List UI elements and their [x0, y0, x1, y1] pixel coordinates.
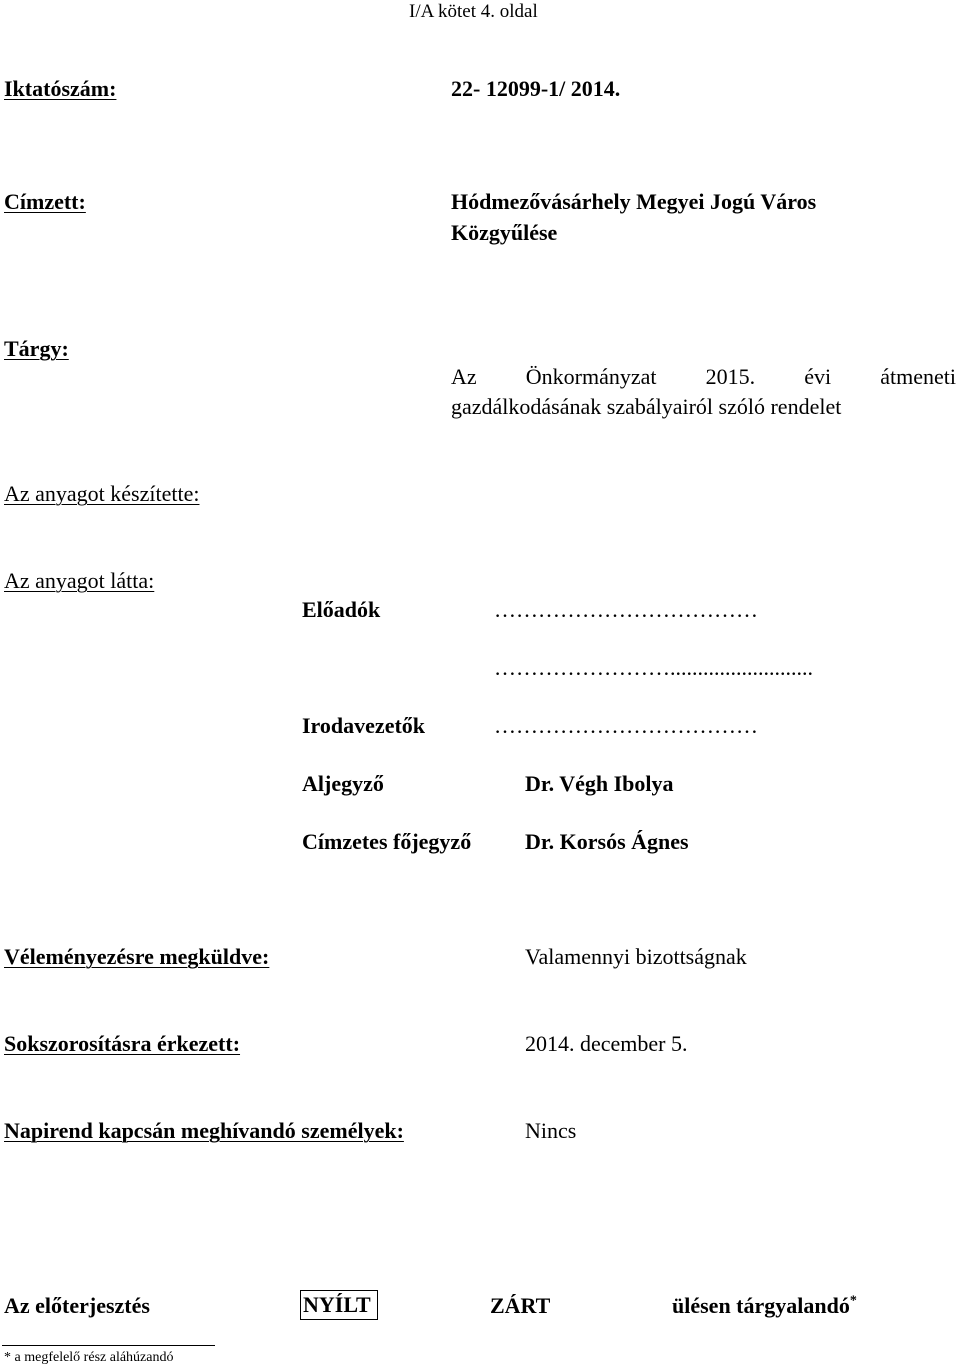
cimzett-label: Címzett:	[4, 189, 86, 214]
latta-label: Az anyagot látta:	[4, 568, 155, 593]
targy-word: Önkormányzat	[525, 364, 657, 389]
targy-line2: gazdálkodásának szabályairól szóló rendelet	[451, 394, 842, 419]
iktatoszam-label: Iktatószám:	[4, 76, 117, 101]
irodavezetok-label: Irodavezetők	[302, 713, 426, 738]
eloadok-dots: ………………………………	[494, 597, 758, 622]
eloadok-label: Előadók	[302, 597, 381, 622]
velemenyezes-label: Véleményezésre megküldve:	[4, 944, 270, 969]
keszitette-label: Az anyagot készítette:	[4, 481, 200, 506]
velemenyezes-value: Valamennyi bizottságnak	[525, 944, 747, 969]
aljegyzo-value: Dr. Végh Ibolya	[525, 771, 674, 796]
footnote-separator	[2, 1345, 215, 1346]
sokszorositas-value: 2014. december 5.	[525, 1031, 688, 1056]
eloadok-dots-2: ……………………..........................	[494, 655, 813, 680]
aljegyzo-label: Aljegyző	[302, 771, 384, 796]
napirend-value: Nincs	[525, 1118, 577, 1143]
ulesen-targyalando	[672, 1292, 857, 1320]
napirend-label: Napirend kapcsán meghívandó személyek:	[4, 1118, 404, 1143]
targy-word: 2015.	[705, 364, 756, 389]
cimzett-line2: Közgyűlése	[451, 220, 558, 245]
targy-word: évi	[804, 364, 832, 389]
sokszorositas-label: Sokszorosításra érkezett:	[4, 1031, 241, 1056]
page-header: I/A kötet 4. oldal	[409, 1, 538, 22]
targy-line1	[451, 363, 956, 391]
targy-word: Az	[451, 364, 477, 389]
fojegyzo-label: Címzetes főjegyző	[302, 829, 472, 854]
footnote-marker: *	[849, 1293, 857, 1309]
cimzett-line1: Hódmezővásárhely Megyei Jogú Város	[451, 189, 817, 214]
fojegyzo-value: Dr. Korsós Ágnes	[525, 829, 689, 854]
ulesen-text: ülésen tárgyalandó	[672, 1293, 850, 1318]
targy-word: átmeneti	[880, 364, 956, 389]
zart-option: ZÁRT	[490, 1293, 551, 1318]
eloterjesztes-label: Az előterjesztés	[4, 1293, 150, 1318]
nyilt-option: NYÍLT	[300, 1290, 378, 1320]
irodavezetok-dots: ………………………………	[494, 713, 758, 738]
iktatoszam-value: 22- 12099-1/ 2014.	[451, 76, 621, 101]
footnote-text: * a megfelelő rész aláhúzandó	[4, 1350, 174, 1365]
targy-label: Tárgy:	[4, 336, 69, 361]
